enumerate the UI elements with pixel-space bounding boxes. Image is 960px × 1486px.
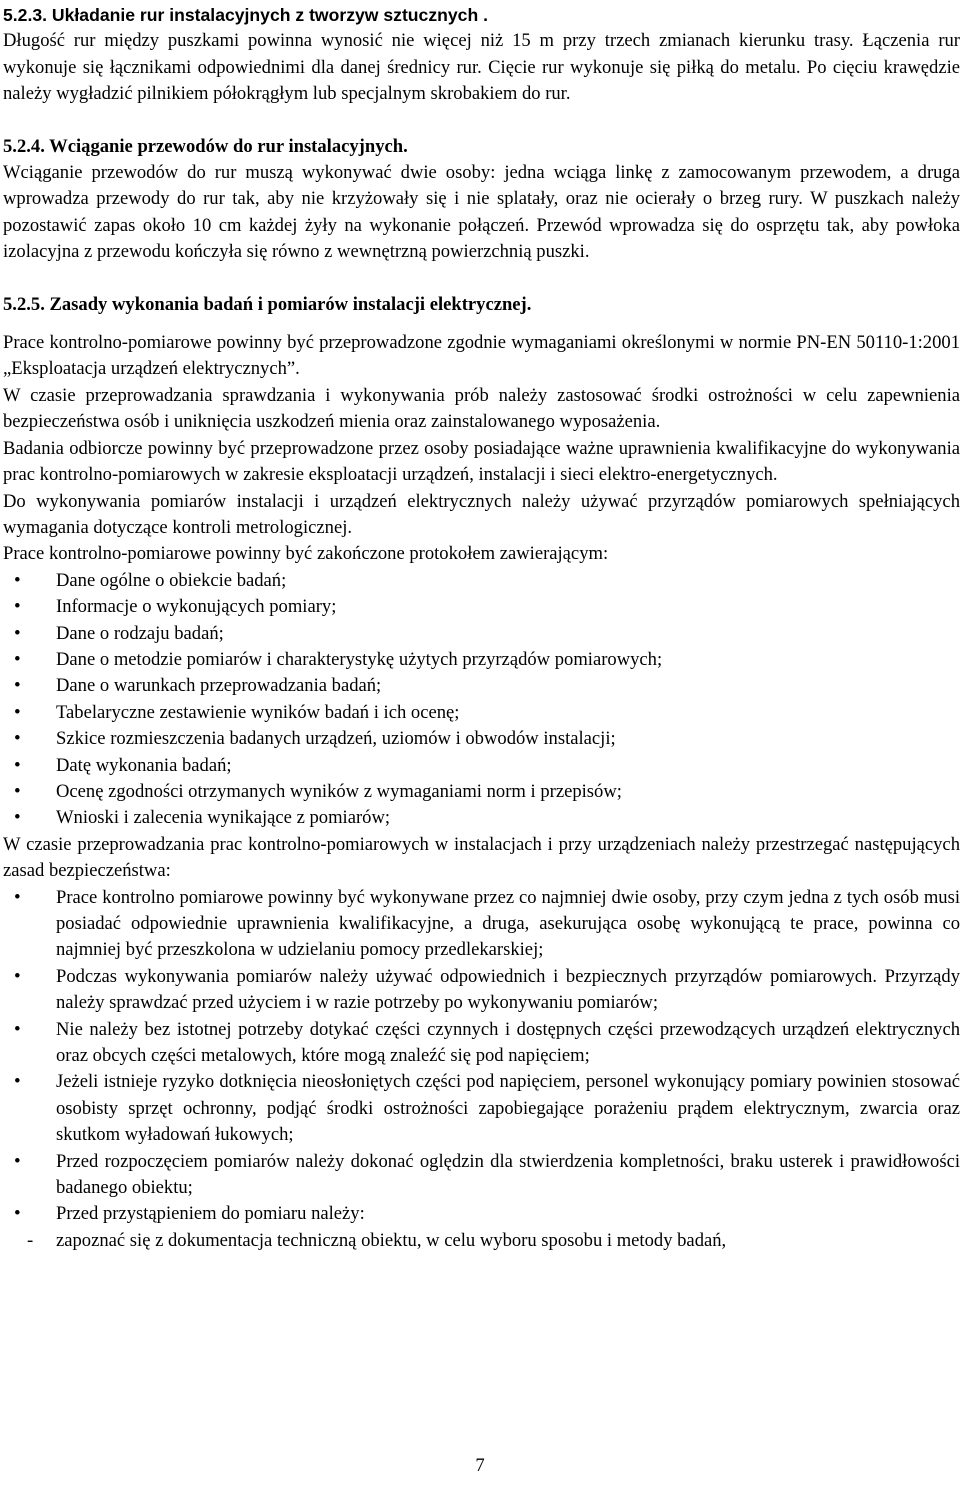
list-item: - zapoznać się z dokumentacja techniczną obiektu, w celu wyboru sposobu i metody badań,	[3, 1228, 960, 1254]
safety-list	[3, 885, 960, 1228]
list-item: • Dane o warunkach przeprowadzania badań;	[3, 673, 960, 699]
list-item: • Datę wykonania badań;	[3, 753, 960, 779]
paragraph: W czasie przeprowadzania sprawdzania i wykonywania prób należy zastosować środki ostrożności w celu zapewnienia bezpieczeństwa osób i uniknięcia uszkodzeń mienia oraz zainstalowanego wyposażenia.	[3, 384, 960, 433]
list-item: • Przed przystąpieniem do pomiaru należy:	[3, 1201, 960, 1227]
section-heading-5-2-3: 5.2.3. Układanie rur instalacyjnych z tworzyw sztucznych .	[3, 5, 488, 25]
protocol-list	[3, 568, 960, 832]
paragraph: Długość rur między puszkami powinna wynosić nie więcej niż 15 m przy trzech zmianach kierunku trasy. Łączenia rur wykonuje się łącznikami odpowiednimi dla danej średnicy rur. Cięcie rur wykonuje się piłką do metalu. Po cięciu krawędzie należy wygładzić pilnikiem półokrągłym lub specjalnym skrobakiem do rur.	[3, 30, 960, 105]
paragraph: Prace kontrolno-pomiarowe powinny być zakończone protokołem zawierającym:	[3, 543, 609, 565]
section-heading-5-2-4: 5.2.4. Wciąganie przewodów do rur instalacyjnych.	[3, 135, 408, 157]
paragraph: Do wykonywania pomiarów instalacji i urządzeń elektrycznych należy używać przyrządów pomiarowych spełniających wymagania dotyczące kontroli metrologicznej.	[3, 490, 960, 538]
list-item: • Wnioski i zalecenia wynikające z pomiarów;	[3, 805, 960, 831]
paragraph: Wciąganie przewodów do rur muszą wykonywać dwie osoby: jedna wciąga linkę z zamocowanym przewodem, a druga wprowadza przewody do rur tak, aby nie krzyżowały się i nie splatały, oraz nie ocierały o brzeg rury. W puszkach należy pozostawić zapas około 10 cm każdej żyły na wykonanie połączeń. Przewód wprowadza się do osprzętu tak, aby powłoka izolacyjna z przewodu kończyła się równo z wewnętrzną powierzchnią puszki.	[3, 162, 960, 263]
paragraph: Badania odbiorcze powinny być przeprowadzone przez osoby posiadające ważne uprawnienia kwalifikacyjne do wykonywania prac kontrolno-pomiarowych w zakresie eksploatacji urządzeń, instalacji i sieci elektro-energetycznych.	[3, 437, 960, 486]
list-item: • Przed rozpoczęciem pomiarów należy dokonać oględzin dla stwierdzenia kompletności, braku usterek i prawidłowości badanego obiektu;	[3, 1149, 960, 1202]
section-heading-5-2-5: 5.2.5. Zasady wykonania badań i pomiarów instalacji elektrycznej.	[3, 293, 532, 315]
list-item: • Dane o rodzaju badań;	[3, 621, 960, 647]
list-item: • Nie należy bez istotnej potrzeby dotykać części czynnych i dostępnych części przewodzących urządzeń elektrycznych oraz obcych części metalowych, które mogą znaleźć się pod napięciem;	[3, 1017, 960, 1070]
paragraph: W czasie przeprowadzania prac kontrolno-pomiarowych w instalacjach i przy urządzeniach należy przestrzegać następujących zasad bezpieczeństwa:	[3, 833, 960, 882]
list-item: • Tabelaryczne zestawienie wyników badań i ich ocenę;	[3, 700, 960, 726]
list-item: • Dane ogólne o obiekcie badań;	[3, 568, 960, 594]
dash-list	[3, 1228, 960, 1254]
document-page	[3, 2, 960, 1254]
list-item: • Szkice rozmieszczenia badanych urządzeń, uziomów i obwodów instalacji;	[3, 726, 960, 752]
list-item: • Prace kontrolno pomiarowe powinny być wykonywane przez co najmniej dwie osoby, przy czym jedna z tych osób musi posiadać odpowiednie uprawnienia kwalifikacyjne, a druga, asekurująca osobę wykonującą te prace, powinna co najmniej być przeszkolona w udzielaniu pomocy przedlekarskiej;	[3, 885, 960, 964]
list-item: • Dane o metodzie pomiarów i charakterystykę użytych przyrządów pomiarowych;	[3, 647, 960, 673]
list-item: • Podczas wykonywania pomiarów należy używać odpowiednich i bezpiecznych przyrządów pomiarowych. Przyrządy należy sprawdzać przed użyciem i w razie potrzeby po wykonywaniu pomiarów;	[3, 964, 960, 1017]
paragraph: Prace kontrolno-pomiarowe powinny być przeprowadzone zgodnie wymaganiami określonymi w normie PN-EN 50110-1:2001 „Eksploatacja urządzeń elektrycznych”.	[3, 332, 960, 380]
page-number: 7	[475, 1455, 485, 1476]
list-item: • Jeżeli istnieje ryzyko dotknięcia nieosłoniętych części pod napięciem, personel wykonujący pomiary powinien stosować osobisty sprzęt ochronny, podjąć środki ostrożności zapobiegające porażeniu prądem elektrycznym, zwarcia oraz skutkom wyładowań łukowych;	[3, 1069, 960, 1148]
list-item: • Ocenę zgodności otrzymanych wyników z wymaganiami norm i przepisów;	[3, 779, 960, 805]
list-item: • Informacje o wykonujących pomiary;	[3, 594, 960, 620]
